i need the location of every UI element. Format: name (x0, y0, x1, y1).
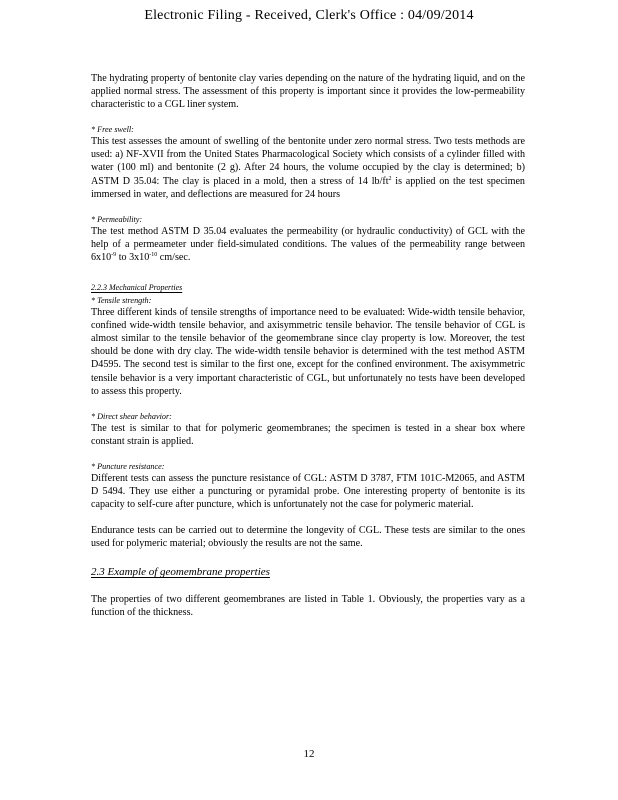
mechanical-properties-subheading: 2.2.3 Mechanical Properties (91, 283, 183, 293)
permeability-sup-1: -9 (111, 251, 117, 258)
page-number: 12 (303, 748, 315, 760)
tensile-strength-paragraph: Three different kinds of tensile strengths of importance need to be evaluated: Wide-width tensile behavior, confined wide-width tensile behavior, and axisymmetric tensile behavior. The tensile behavior of CGL is almost similar to the tensile behavior of the geomembrane since clay property is low. Moreover, the test should be done with dry clay. The wide-width tensile behavior is determined with the test method ASTM D4595. The second test is similar to the first one, except for the confined environment. The axisymmetric tensile behavior is a very important characteristic of CGL, but unfortunately no tests have been developed to assess this property. (91, 307, 525, 397)
section-2-3-heading: 2.3 Example of geomembrane properties (91, 566, 270, 579)
direct-shear-label: * Direct shear behavior: (91, 411, 172, 421)
page-content (91, 72, 525, 620)
endurance-paragraph: Endurance tests can be carried out to determine the longevity of CGL. These tests are similar to the ones used for polymeric material; obviously the results are not the same. (91, 525, 525, 550)
section-2-3-paragraph: The properties of two different geomembranes are listed in Table 1. Obviously, the properties vary as a function of the thickness. (91, 594, 525, 619)
permeability-sup-2: -10 (149, 251, 158, 258)
direct-shear-paragraph: The test is similar to that for polymeric geomembranes; the specimen is tested in a shear box where constant strain is applied. (91, 422, 525, 447)
permeability-text-3: cm/sec. (157, 251, 191, 263)
free-swell-text-1: This test assesses the amount of swelling of the bentonite under zero normal stress. Two tests methods are used: a) NF-XVII from the United States Pharmacological Society which consists of a cylinder filled with water (100 ml) and bentonite (2 g). After 24 hours, the volume occupied by the clay is determined; b) ASTM D 35.04: The clay is placed in a mold, then a stress of 14 lb/ft (91, 136, 525, 187)
free-swell-text-2: is applied on the test specimen immersed in water, and deflections are measured for 24 hours (91, 175, 525, 200)
permeability-paragraph (91, 225, 525, 264)
filing-header: Electronic Filing - Received, Clerk's Office : 04/09/2014 (144, 8, 474, 23)
puncture-resistance-label: * Puncture resistance: (91, 461, 165, 471)
free-swell-label: * Free swell: (91, 125, 134, 135)
free-swell-paragraph (91, 135, 525, 200)
puncture-resistance-paragraph: Different tests can assess the puncture resistance of CGL: ASTM D 3787, FTM 101C-M2065, and ASTM D 5494. They use either a puncturing or pyramidal probe. One interesting property of bentonite is its capacity to self-cure after puncture, which is unfortunately not the case for polymeric material. (91, 472, 525, 511)
intro-paragraph: The hydrating property of bentonite clay varies depending on the nature of the hydrating liquid, and on the applied normal stress. The assessment of this property is important since it provides the low-permeability characteristic to a CGL liner system. (91, 73, 525, 111)
permeability-text-2: to 3x10 (116, 251, 150, 263)
permeability-text-1: The test method ASTM D 35.04 evaluates the permeability (or hydraulic conductivity) of GCL with the help of a permeameter under field-simulated conditions. The values of the permeability range between 6x10 (91, 225, 525, 263)
free-swell-sup: 2 (388, 175, 392, 182)
tensile-strength-label: * Tensile strength: (91, 296, 152, 306)
permeability-label: * Permeability: (91, 214, 143, 224)
